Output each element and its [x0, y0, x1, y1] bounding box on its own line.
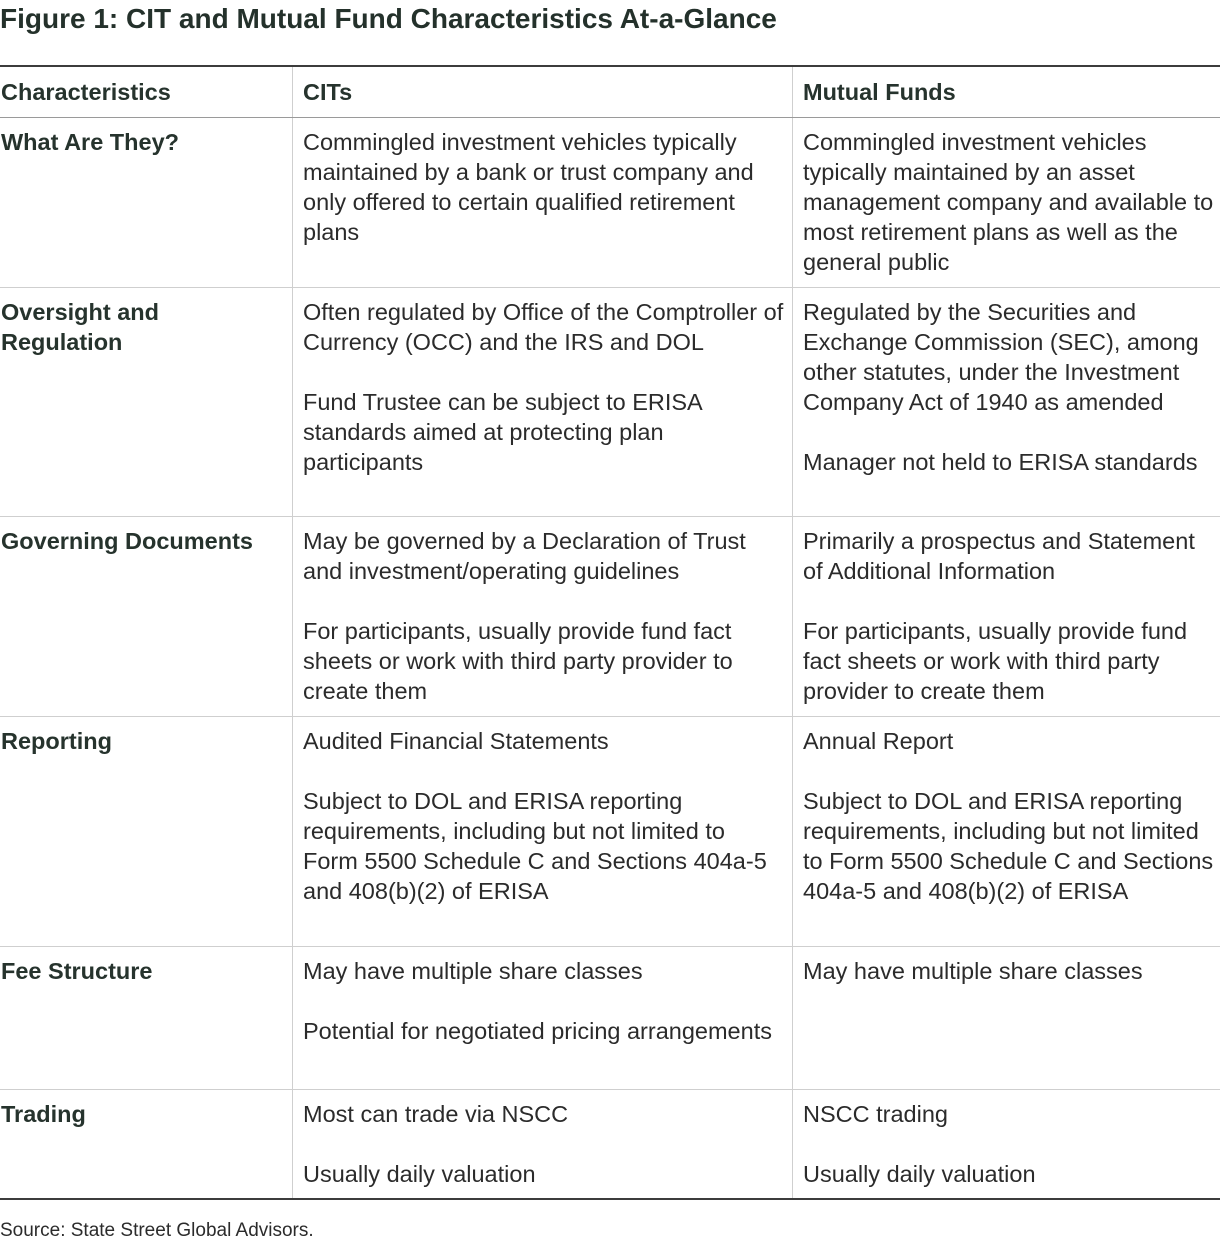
row-label: Reporting — [1, 728, 112, 754]
cell-text: NSCC trading — [803, 1101, 948, 1127]
cell-text: Usually daily valuation — [803, 1161, 1036, 1187]
table-row — [0, 947, 1220, 1090]
figure-title: Figure 1: CIT and Mutual Fund Characteristics At-a-Glance — [0, 3, 777, 34]
cell-text: For participants, usually provide fund fact sheets or work with third party provider to create them — [303, 618, 733, 704]
cell-text: Audited Financial Statements — [303, 728, 609, 754]
row-label: Oversight and Regulation — [1, 299, 160, 355]
cits-cell — [292, 717, 792, 946]
mutual-funds-cell — [792, 118, 1220, 287]
column-header-mutual-funds: Mutual Funds — [792, 67, 1220, 117]
mutual-funds-cell — [792, 288, 1220, 516]
cell-text: Primarily a prospectus and Statement of Additional Information — [803, 528, 1195, 584]
table-row — [0, 517, 1220, 717]
cell-text: Annual Report — [803, 728, 954, 754]
column-header-characteristics: Characteristics — [1, 79, 171, 105]
source-note: Source: State Street Global Advisors. — [0, 1220, 314, 1241]
cell-text: Often regulated by Office of the Comptroller of Currency (OCC) and the IRS and DOL — [303, 299, 784, 355]
cits-cell — [292, 118, 792, 287]
cell-text: Commingled investment vehicles typically maintained by an asset management company and available to most retirement plans as well as the general public — [803, 129, 1214, 275]
table-row — [0, 118, 1220, 288]
cell-text: May have multiple share classes — [803, 958, 1143, 984]
cell-text: Most can trade via NSCC — [303, 1101, 569, 1127]
mutual-funds-cell — [792, 517, 1220, 716]
table-row — [0, 1090, 1220, 1200]
cell-text: Potential for negotiated pricing arrangements — [303, 1018, 772, 1044]
table-row — [0, 717, 1220, 947]
cell-text: Subject to DOL and ERISA reporting requirements, including but not limited to Form 5500 Schedule C and Sections 404a-5 and 408(b)(2) of ERISA — [303, 788, 767, 904]
cell-text: Usually daily valuation — [303, 1161, 536, 1187]
mutual-funds-cell — [792, 1090, 1220, 1198]
column-header-cits: CITs — [292, 67, 792, 117]
cell-text: For participants, usually provide fund fact sheets or work with third party provider to create them — [803, 618, 1188, 704]
table-header-row — [0, 67, 1220, 118]
row-label: What Are They? — [1, 129, 180, 155]
comparison-table — [0, 65, 1220, 1200]
mutual-funds-cell — [792, 947, 1220, 1089]
cell-text: May be governed by a Declaration of Trust and investment/operating guidelines — [303, 528, 746, 584]
row-label: Fee Structure — [1, 958, 153, 984]
table-row — [0, 288, 1220, 517]
cell-text: Manager not held to ERISA standards — [803, 449, 1198, 475]
row-label: Governing Documents — [1, 528, 254, 554]
cits-cell — [292, 1090, 792, 1198]
cell-text: May have multiple share classes — [303, 958, 643, 984]
cell-text: Commingled investment vehicles typically maintained by a bank or trust company and only offered to certain qualified retirement plans — [303, 129, 754, 245]
cell-text: Fund Trustee can be subject to ERISA standards aimed at protecting plan participants — [303, 389, 702, 475]
cits-cell — [292, 517, 792, 716]
cits-cell — [292, 947, 792, 1089]
row-label: Trading — [1, 1101, 86, 1127]
cell-text: Subject to DOL and ERISA reporting requirements, including but not limited to Form 5500 Schedule C and Sections 404a-5 and 408(b)(2) of ERISA — [803, 788, 1214, 904]
cell-text: Regulated by the Securities and Exchange Commission (SEC), among other statutes, under the Investment Company Act of 1940 as amended — [803, 299, 1199, 415]
mutual-funds-cell — [792, 717, 1220, 946]
cits-cell — [292, 288, 792, 516]
